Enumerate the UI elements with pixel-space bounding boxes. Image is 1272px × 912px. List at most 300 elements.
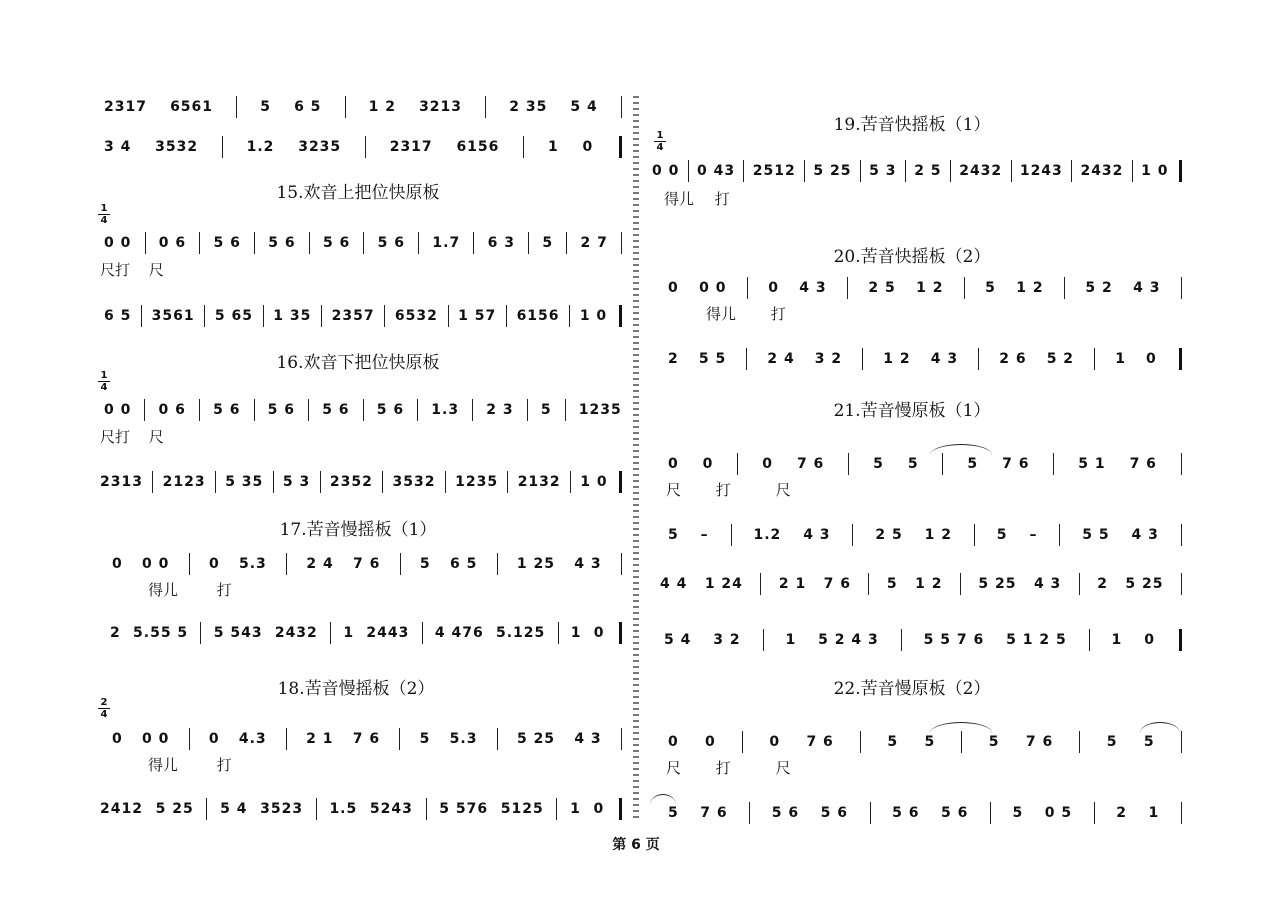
- section-15-row-2: [104, 301, 622, 331]
- note-group: 5 6: [268, 235, 296, 251]
- note-group: 5125: [500, 801, 544, 817]
- note-group: 0: [762, 456, 774, 472]
- note-group: 5 6: [941, 805, 969, 821]
- note-group: 5: [907, 456, 919, 472]
- note-group: 4 3: [930, 351, 959, 367]
- note-group: 0: [668, 456, 679, 472]
- note-group: 4 3: [574, 556, 602, 572]
- note-group: 0: [593, 801, 605, 817]
- note-group: 5 3: [282, 474, 311, 490]
- barline: [497, 553, 498, 575]
- note-group: 1: [1115, 351, 1126, 367]
- barline: [1071, 160, 1072, 182]
- section-16-row-1: [104, 395, 622, 425]
- barline: [426, 798, 427, 820]
- barline: [485, 96, 486, 118]
- note-group: 1.7: [432, 235, 461, 251]
- note-group: 5: [419, 731, 431, 747]
- section-21-row-2: [668, 520, 1182, 550]
- time-signature-15: $\frac{1}{4}$: [98, 203, 110, 226]
- barline: [527, 399, 528, 421]
- note-group: 7 6: [1002, 456, 1030, 472]
- barline: [345, 96, 346, 118]
- barline: [222, 136, 223, 158]
- note-group: 7 6: [352, 731, 381, 747]
- barline: [621, 728, 622, 750]
- note-group: 0: [593, 625, 605, 641]
- barline: [145, 232, 146, 254]
- barline: [448, 305, 449, 327]
- barline: [621, 96, 622, 118]
- note-group: 0: [705, 734, 716, 750]
- barline: [961, 731, 962, 753]
- note-group: 6 5: [449, 556, 478, 572]
- note-group: 3532: [155, 139, 199, 155]
- note-group: 2432: [274, 625, 318, 641]
- note-group: 2432: [1080, 163, 1124, 179]
- barline: [1059, 524, 1060, 546]
- note-group: 2357: [331, 308, 375, 324]
- note-group: 6 3: [487, 235, 515, 251]
- time-signature-18: $\frac{2}{4}$: [98, 697, 110, 720]
- note-group: 5 25: [155, 801, 194, 817]
- note-group: 5 35: [225, 474, 264, 490]
- barline: [1094, 348, 1095, 370]
- note-group: 5 4: [664, 632, 692, 648]
- note-group: 0: [208, 731, 220, 747]
- note-group: 3532: [392, 474, 436, 490]
- section-20-row-2: [668, 344, 1182, 374]
- note-group: 5 6: [820, 805, 849, 821]
- section-title-18: 18.苦音慢摇板（2）: [277, 679, 435, 699]
- lyric: 尺: [666, 759, 682, 777]
- note-group: 5 2 4 3: [818, 632, 879, 648]
- note-group: 0: [668, 734, 679, 750]
- barline: [320, 471, 321, 493]
- note-group: 0: [769, 734, 781, 750]
- note-group: 5 2: [1046, 351, 1075, 367]
- lyric: 打: [216, 581, 232, 599]
- barline: [743, 160, 744, 182]
- barline: [363, 399, 364, 421]
- note-group: 5: [1143, 734, 1155, 750]
- left-continuation-row-1: [104, 92, 622, 122]
- note-group: 4 3: [1033, 576, 1062, 592]
- section-15-lyrics: [100, 259, 164, 280]
- barline: [472, 399, 473, 421]
- note-group: 1: [570, 801, 581, 817]
- note-group: 1.2: [246, 139, 275, 155]
- note-group: 1: [1148, 805, 1160, 821]
- note-group: 4 3: [803, 527, 831, 543]
- note-group: 1: [570, 625, 582, 641]
- section-title-19: 19.苦音快摇板（1）: [833, 115, 991, 135]
- lyric: 尺打: [100, 428, 131, 446]
- barline: [473, 232, 474, 254]
- barline: [731, 524, 732, 546]
- barline: [144, 399, 145, 421]
- barline: [1053, 453, 1054, 475]
- barline: [1181, 573, 1182, 595]
- note-group: 1: [785, 632, 797, 648]
- note-group: 7 6: [353, 556, 381, 572]
- note-group: 2132: [517, 474, 561, 490]
- section-20-lyrics: [706, 303, 786, 324]
- note-group: 2 4: [767, 351, 795, 367]
- note-group: 2 1: [306, 731, 334, 747]
- note-group: 1 24: [704, 576, 743, 592]
- page-number: 第 6 页: [612, 837, 660, 853]
- note-group: 1 25: [516, 556, 555, 572]
- barline: [556, 798, 557, 820]
- barline: [382, 471, 383, 493]
- barline: [974, 524, 975, 546]
- section-title-20: 20.苦音快摇板（2）: [833, 247, 991, 267]
- note-group: 6 5: [104, 308, 132, 324]
- barline: [189, 728, 190, 750]
- time-signature-19: $\frac{1}{4}$: [654, 130, 666, 153]
- note-group: 7 6: [796, 456, 825, 472]
- note-group: 3235: [298, 139, 342, 155]
- barline: [860, 731, 861, 753]
- barline: [316, 798, 317, 820]
- barline: [141, 305, 142, 327]
- section-title-22: 22.苦音慢原板（2）: [833, 679, 991, 699]
- note-group: 5 6: [892, 805, 920, 821]
- barline: [523, 136, 524, 158]
- barline: [199, 232, 200, 254]
- note-group: 5: [996, 527, 1008, 543]
- barline: [760, 573, 761, 595]
- note-group: 0: [582, 139, 594, 155]
- note-group: 5: [887, 734, 899, 750]
- note-group: 0: [768, 280, 779, 296]
- note-group: 1235: [578, 402, 622, 418]
- note-group: 6561: [170, 99, 214, 115]
- note-group: 0: [112, 731, 123, 747]
- note-group: 6532: [394, 308, 438, 324]
- note-group: 3523: [260, 801, 304, 817]
- barline: [847, 277, 848, 299]
- lyric: 尺: [775, 759, 791, 777]
- note-group: 2317: [389, 139, 433, 155]
- note-group: 2 4: [306, 556, 334, 572]
- note-group: 5 3: [869, 163, 897, 179]
- note-group: 7 6: [823, 576, 851, 592]
- barline: [254, 232, 255, 254]
- barline: [1094, 802, 1095, 824]
- note-group: 2: [1116, 805, 1127, 821]
- note-group: 1 0: [579, 308, 608, 324]
- section-18-row-1: [112, 724, 622, 754]
- note-group: 1.3: [431, 402, 460, 418]
- barline: [445, 471, 446, 493]
- final-barline: [1179, 629, 1182, 651]
- note-group: 1235: [455, 474, 499, 490]
- barline: [1181, 453, 1182, 475]
- note-group: 0: [112, 556, 123, 572]
- note-group: 5 6: [771, 805, 800, 821]
- note-group: 2443: [366, 625, 410, 641]
- note-group: 2123: [162, 474, 206, 490]
- section-20-row-1: [668, 273, 1182, 303]
- section-22-row-2: [668, 798, 1182, 828]
- barline: [737, 453, 738, 475]
- note-group: 7 6: [700, 805, 728, 821]
- barline: [363, 232, 364, 254]
- lyric: 尺: [666, 481, 682, 499]
- note-group: 5 6: [267, 402, 295, 418]
- note-group: 4 476: [434, 625, 484, 641]
- note-group: 5: [886, 576, 898, 592]
- note-group: 0 0: [104, 402, 132, 418]
- time-signature-16: $\frac{1}{4}$: [98, 370, 110, 393]
- barline: [746, 348, 747, 370]
- barline: [321, 305, 322, 327]
- note-group: 2 7: [580, 235, 608, 251]
- final-barline: [619, 305, 622, 327]
- barline: [749, 802, 750, 824]
- barline: [497, 728, 498, 750]
- note-group: 6156: [516, 308, 560, 324]
- barline: [1011, 160, 1012, 182]
- note-group: 4 3: [799, 280, 827, 296]
- note-group: 6 5: [294, 99, 322, 115]
- barline: [870, 802, 871, 824]
- note-group: 2317: [104, 99, 147, 115]
- lyric: 得儿: [148, 581, 179, 599]
- note-group: 2 35: [509, 99, 548, 115]
- lyric: 尺打: [100, 261, 131, 279]
- note-group: 5: [985, 280, 996, 296]
- section-15-row-1: [104, 228, 622, 258]
- section-16-lyrics: [100, 426, 164, 447]
- note-group: 4 4: [660, 576, 688, 592]
- barline: [189, 553, 190, 575]
- column-divider: [633, 96, 639, 820]
- lyric: 得儿: [148, 756, 179, 774]
- note-group: 5.3: [238, 556, 267, 572]
- barline: [1181, 731, 1182, 753]
- note-group: 2 1: [778, 576, 807, 592]
- note-group: 5: [988, 734, 1000, 750]
- note-group: 5: [967, 456, 979, 472]
- section-18-row-2: [100, 794, 622, 824]
- note-group: 5 65: [214, 308, 253, 324]
- barline: [978, 348, 979, 370]
- section-22-lyrics: [666, 757, 791, 778]
- barline: [199, 399, 200, 421]
- note-group: 0: [668, 280, 679, 296]
- note-group: 1 35: [273, 308, 312, 324]
- note-group: 5.55 5: [133, 625, 189, 641]
- note-group: 5: [419, 556, 431, 572]
- barline: [569, 305, 570, 327]
- note-group: 5 1 2 5: [1006, 632, 1067, 648]
- barline: [400, 553, 401, 575]
- section-22-row-1: [668, 727, 1182, 757]
- barline: [1079, 573, 1080, 595]
- barline: [1181, 277, 1182, 299]
- note-group: 5: [668, 805, 679, 821]
- final-barline: [619, 136, 622, 158]
- barline: [558, 622, 559, 644]
- note-group: 3 2: [814, 351, 843, 367]
- barline: [418, 232, 419, 254]
- note-group: 5 5 7 6: [923, 632, 985, 648]
- lyric: 打: [715, 481, 731, 499]
- note-group: 3 4: [104, 139, 132, 155]
- barline: [200, 622, 201, 644]
- note-group: 5 6: [213, 402, 241, 418]
- note-group: 4.3: [238, 731, 267, 747]
- note-group: 5 6: [213, 235, 241, 251]
- barline: [950, 160, 951, 182]
- barline: [206, 798, 207, 820]
- note-group: 5 5: [1082, 527, 1110, 543]
- barline: [1132, 160, 1133, 182]
- section-21-row-1: [668, 449, 1182, 479]
- barline: [763, 629, 764, 651]
- barline: [742, 731, 743, 753]
- section-21-lyrics: [666, 479, 791, 500]
- note-group: 0: [1146, 351, 1157, 367]
- note-group: 5: [1106, 734, 1118, 750]
- barline: [1064, 277, 1065, 299]
- final-barline: [1179, 348, 1182, 370]
- note-group: 1 2: [1016, 280, 1044, 296]
- note-group: 5 6: [377, 235, 406, 251]
- note-group: 4 3: [1131, 527, 1159, 543]
- note-group: 1 2: [916, 280, 944, 296]
- barline: [862, 348, 863, 370]
- note-group: 0 0: [142, 731, 170, 747]
- barline: [152, 471, 153, 493]
- note-group: 6156: [456, 139, 500, 155]
- note-group: 2: [668, 351, 679, 367]
- barline: [621, 553, 622, 575]
- note-group: 5: [668, 527, 679, 543]
- section-19-lyrics: [664, 188, 730, 209]
- note-group: 5 4: [220, 801, 248, 817]
- note-group: 5: [542, 235, 554, 251]
- note-group: 5: [873, 456, 884, 472]
- section-17-row-1: [112, 549, 622, 579]
- note-group: 2412: [100, 801, 143, 817]
- left-continuation-row-2: [104, 132, 622, 162]
- barline: [747, 277, 748, 299]
- lyric: 尺: [775, 481, 791, 499]
- barline: [868, 573, 869, 595]
- note-group: 4 3: [1133, 280, 1161, 296]
- barline: [384, 305, 385, 327]
- note-group: 1.5: [329, 801, 358, 817]
- note-group: 1 2: [915, 576, 943, 592]
- final-barline: [619, 471, 622, 493]
- section-18-lyrics: [148, 754, 232, 775]
- barline: [1181, 524, 1182, 546]
- note-group: 1: [343, 625, 355, 641]
- note-group: 0: [1144, 632, 1155, 648]
- note-group: 1 2: [368, 99, 396, 115]
- lyric: 打: [770, 305, 786, 323]
- note-group: 0 5: [1044, 805, 1073, 821]
- note-group: 2: [110, 625, 121, 641]
- final-barline: [619, 622, 622, 644]
- barline: [860, 160, 861, 182]
- barline: [286, 553, 287, 575]
- note-group: 5 543: [213, 625, 263, 641]
- note-group: 0: [702, 456, 714, 472]
- section-title-15: 15.欢音上把位快原板: [276, 183, 440, 203]
- note-group: 1.2: [753, 527, 782, 543]
- final-barline: [619, 798, 622, 820]
- barline: [263, 305, 264, 327]
- note-group: 1 0: [580, 474, 608, 490]
- note-group: 2 3: [486, 402, 514, 418]
- barline: [528, 232, 529, 254]
- note-group: 2 6: [999, 351, 1027, 367]
- note-group: 2512: [752, 163, 796, 179]
- lyric: 打: [714, 190, 730, 208]
- section-19-row-1: [652, 156, 1182, 186]
- note-group: 5 6: [322, 235, 351, 251]
- note-group: 3213: [419, 99, 463, 115]
- barline: [1079, 731, 1080, 753]
- note-group: 1 57: [458, 308, 497, 324]
- final-barline: [1179, 160, 1182, 182]
- barline: [254, 399, 255, 421]
- barline: [286, 728, 287, 750]
- barline: [417, 399, 418, 421]
- note-group: 2432: [959, 163, 1003, 179]
- note-group: 5243: [369, 801, 413, 817]
- barline: [309, 232, 310, 254]
- note-group: 1 2: [883, 351, 911, 367]
- note-group: 0 0: [104, 235, 132, 251]
- barline: [566, 232, 567, 254]
- barline: [964, 277, 965, 299]
- note-group: 0 6: [158, 235, 187, 251]
- note-group: 0 0: [142, 556, 170, 572]
- note-group: 3561: [151, 308, 195, 324]
- note-group: 2: [1097, 576, 1108, 592]
- barline: [901, 629, 902, 651]
- note-group: 5 6: [376, 402, 405, 418]
- barline: [236, 96, 237, 118]
- note-group: 1243: [1019, 163, 1063, 179]
- note-group: 0 0: [652, 163, 680, 179]
- lyric: 打: [216, 756, 232, 774]
- barline: [506, 305, 507, 327]
- note-group: 5 25: [813, 163, 852, 179]
- lyric: 打: [715, 759, 731, 777]
- barline: [570, 471, 571, 493]
- note-group: 5.3: [449, 731, 478, 747]
- note-group: 2 5: [914, 163, 942, 179]
- barline: [422, 622, 423, 644]
- section-21-row-3: [660, 569, 1182, 599]
- note-group: 2 5: [875, 527, 903, 543]
- note-group: 7 6: [806, 734, 834, 750]
- lyric: 得儿: [706, 305, 737, 323]
- section-title-17: 17.苦音慢摇板（1）: [279, 520, 437, 540]
- barline: [308, 399, 309, 421]
- note-group: –: [1029, 527, 1038, 543]
- note-group: 3 2: [713, 632, 741, 648]
- note-group: 7 6: [1025, 734, 1054, 750]
- barline: [215, 471, 216, 493]
